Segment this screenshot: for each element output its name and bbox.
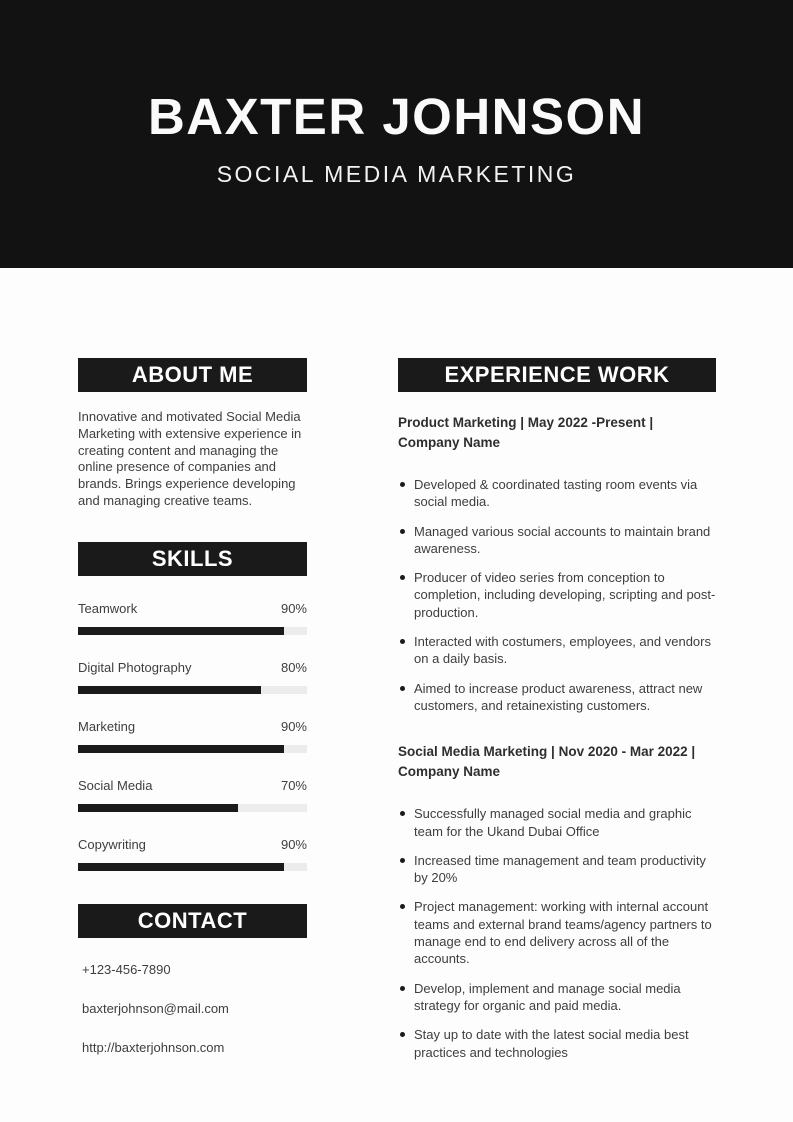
bullet-dot-icon xyxy=(400,639,405,644)
bullet-dot-icon xyxy=(400,904,405,909)
right-column xyxy=(398,358,716,1073)
bullet-dot-icon xyxy=(400,686,405,691)
contact-section-header: CONTACT xyxy=(78,904,307,938)
bullet-text: Increased time management and team productivity by 20% xyxy=(414,852,706,886)
job-bullet xyxy=(398,680,716,715)
skill-row xyxy=(78,660,307,694)
skill-progress-fill xyxy=(78,863,284,871)
bullet-dot-icon xyxy=(400,529,405,534)
skill-progress-track xyxy=(78,627,307,635)
skill-progress-track xyxy=(78,863,307,871)
bullet-dot-icon xyxy=(400,575,405,580)
skill-progress-fill xyxy=(78,627,284,635)
bullet-text: Aimed to increase product awareness, attract new customers, and retainexisting customers. xyxy=(414,680,703,713)
bullet-text: Develop, implement and manage social media strategy for organic and paid media. xyxy=(414,980,681,1013)
job-bullet-list xyxy=(398,805,716,1061)
skill-progress-track xyxy=(78,745,307,753)
job-heading: Social Media Marketing | Nov 2020 - Mar 2022 | Company Name xyxy=(398,744,696,780)
contact-phone: +123-456-7890 xyxy=(82,961,171,977)
bullet-dot-icon xyxy=(400,1032,405,1037)
job-bullet xyxy=(398,523,716,558)
skill-percent: 90% xyxy=(280,836,307,852)
job-entry xyxy=(398,413,716,714)
job-bullet-list xyxy=(398,476,716,714)
skill-progress-track xyxy=(78,804,307,812)
job-heading: Product Marketing | May 2022 -Present | Company Name xyxy=(398,415,654,450)
experience-section-header: EXPERIENCE WORK xyxy=(398,358,716,392)
job-bullet xyxy=(398,1026,716,1061)
skill-progress-track xyxy=(78,686,307,694)
bullet-dot-icon xyxy=(400,482,405,487)
bullet-text: Developed & coordinated tasting room events via social media. xyxy=(414,477,698,510)
skill-percent: 70% xyxy=(280,777,307,793)
about-section-header: ABOUT ME xyxy=(78,358,307,392)
job-bullet xyxy=(398,980,716,1015)
job-bullet xyxy=(398,898,716,967)
bullet-dot-icon xyxy=(400,858,405,863)
bullet-text: Managed various social accounts to maintain brand awareness. xyxy=(414,523,711,556)
content-area xyxy=(0,268,793,1073)
job-bullet xyxy=(398,805,716,840)
header-banner xyxy=(0,0,793,268)
skill-label: Marketing xyxy=(78,718,136,734)
skill-progress-fill xyxy=(78,804,238,812)
bullet-dot-icon xyxy=(400,986,405,991)
skill-label: Digital Photography xyxy=(78,659,192,675)
skill-percent: 90% xyxy=(280,718,307,734)
person-role: SOCIAL MEDIA MARKETING xyxy=(216,160,577,187)
job-bullet xyxy=(398,569,716,621)
skill-row xyxy=(78,719,307,753)
bullet-dot-icon xyxy=(400,811,405,816)
contact-email[interactable]: baxterjohnson@mail.com xyxy=(82,1000,229,1016)
skill-label: Teamwork xyxy=(78,600,138,616)
bullet-text: Interacted with costumers, employees, and vendors on a daily basis. xyxy=(414,634,711,667)
skill-label: Copywriting xyxy=(78,836,146,852)
bullet-text: Project management: working with internal account teams and external brand teams/agency partners to manage end to end delivery across all of the accounts. xyxy=(414,899,712,967)
bullet-text: Producer of video series from conception to completion, including developing, scripting and post-production. xyxy=(414,570,716,620)
skill-row xyxy=(78,837,307,871)
job-bullet xyxy=(398,852,716,887)
bullet-text: Stay up to date with the latest social media best practices and technologies xyxy=(414,1027,689,1060)
about-text: Innovative and motivated Social Media Marketing with extensive experience in creating content and managing the online presence of companies and brands. Brings experience developing and managing creative teams. xyxy=(78,409,302,508)
skills-section-header: SKILLS xyxy=(78,542,307,576)
skill-row xyxy=(78,778,307,812)
job-bullet xyxy=(398,476,716,511)
job-bullet xyxy=(398,633,716,668)
skill-progress-fill xyxy=(78,686,261,694)
person-name: BAXTER JOHNSON xyxy=(147,87,646,145)
skill-percent: 80% xyxy=(280,659,307,675)
job-entry xyxy=(398,742,716,1061)
contact-website[interactable]: http://baxterjohnson.com xyxy=(82,1039,225,1055)
bullet-text: Successfully managed social media and graphic team for the Ukand Dubai Office xyxy=(414,806,692,839)
skill-percent: 90% xyxy=(280,600,307,616)
skill-row xyxy=(78,601,307,635)
skill-progress-fill xyxy=(78,745,284,753)
skill-label: Social Media xyxy=(78,777,153,793)
left-column xyxy=(78,358,307,1073)
